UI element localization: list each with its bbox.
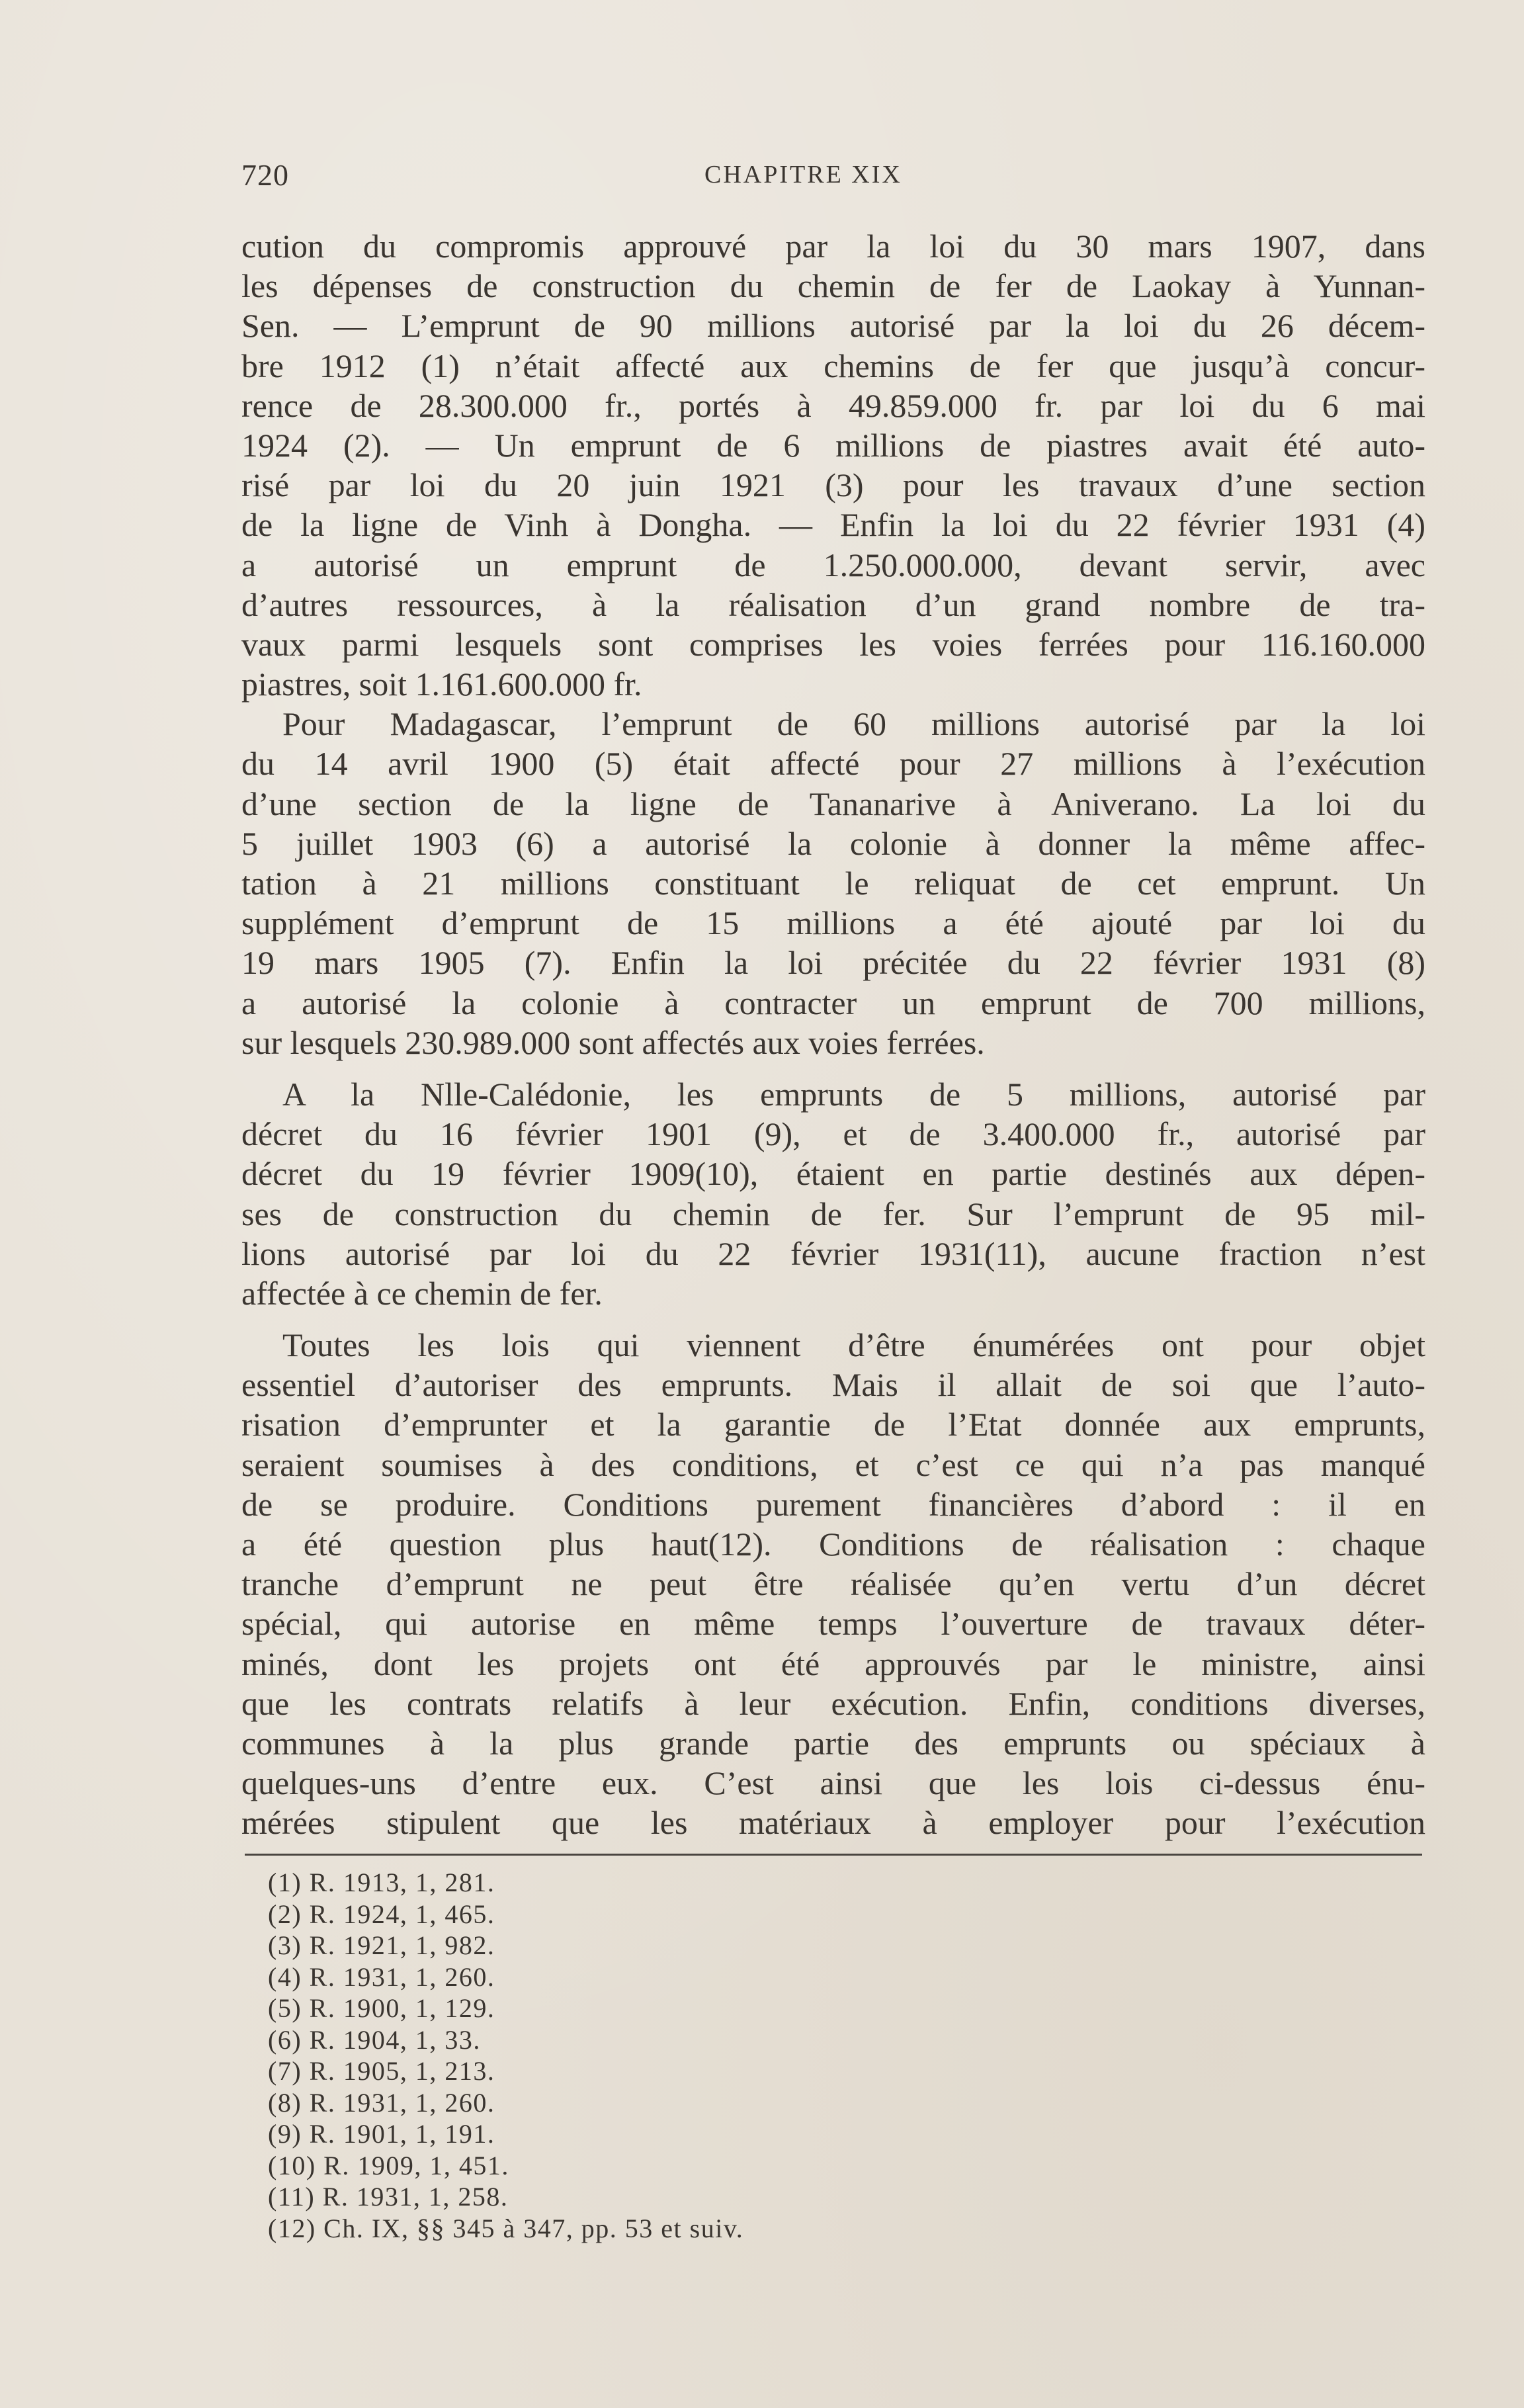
text-line: bre 1912 (1) n’était affecté aux chemins de fer que jusqu’à concur- bbox=[241, 347, 1425, 384]
text-line: vaux parmi lesquels sont comprises les voies ferrées pour 116.160.000 bbox=[241, 625, 1425, 663]
text-line: du 14 avril 1900 (5) était affecté pour 27 millions à l’exécution bbox=[241, 745, 1425, 783]
footnote: (12) Ch. IX, §§ 345 à 347, pp. 53 et suiv. bbox=[268, 2213, 744, 2243]
footnote-divider bbox=[245, 1854, 1422, 1856]
text-line: que les contrats relatifs à leur exécution. Enfin, conditions diverses, bbox=[241, 1684, 1425, 1722]
text-line: de la ligne de Vinh à Dongha. — Enfin la loi du 22 février 1931 (4) bbox=[241, 506, 1425, 544]
text-line: mérées stipulent que les matériaux à employer pour l’exécution bbox=[241, 1804, 1425, 1842]
text-line: spécial, qui autorise en même temps l’ouverture de travaux déter- bbox=[241, 1605, 1425, 1643]
text-line: ses de construction du chemin de fer. Sur l’emprunt de 95 mil- bbox=[241, 1195, 1425, 1232]
text-line: A la Nlle-Calédonie, les emprunts de 5 millions, autorisé par bbox=[282, 1075, 1425, 1113]
text-line: a autorisé un emprunt de 1.250.000.000, devant servir, avec bbox=[241, 546, 1425, 583]
text-line: essentiel d’autoriser des emprunts. Mais il allait de soi que l’auto- bbox=[241, 1366, 1425, 1404]
text-line: lions autorisé par loi du 22 février 1931(11), aucune fraction n’est bbox=[241, 1234, 1425, 1272]
paragraph-1 bbox=[241, 226, 1425, 704]
text-line: a autorisé la colonie à contracter un emprunt de 700 millions, bbox=[241, 984, 1425, 1021]
paragraph-3 bbox=[241, 1074, 1425, 1313]
text-line: Toutes les lois qui viennent d’être énumérées ont pour objet bbox=[282, 1326, 1425, 1364]
paragraph-4 bbox=[241, 1325, 1425, 1842]
text-line: supplément d’emprunt de 15 millions a été ajouté par loi du bbox=[241, 904, 1425, 942]
page-number: 720 bbox=[241, 158, 289, 192]
footnote: (1) R. 1913, 1, 281. bbox=[268, 1868, 495, 1897]
text-line: de se produire. Conditions purement financières d’abord : il en bbox=[241, 1485, 1425, 1523]
text-line: 1924 (2). — Un emprunt de 6 millions de piastres avait été auto- bbox=[241, 426, 1425, 464]
text-line: 19 mars 1905 (7). Enfin la loi précitée du 22 février 1931 (8) bbox=[241, 944, 1425, 982]
footnote: (10) R. 1909, 1, 451. bbox=[268, 2150, 509, 2180]
paragraph-spacer bbox=[241, 1062, 1425, 1074]
footnote: (4) R. 1931, 1, 260. bbox=[268, 1961, 495, 1992]
running-head: CHAPITRE XIX bbox=[704, 161, 902, 189]
footnote: (8) R. 1931, 1, 260. bbox=[268, 2087, 495, 2118]
text-line: a été question plus haut(12). Conditions de réalisation : chaque bbox=[241, 1526, 1425, 1563]
text-line: minés, dont les projets ont été approuvés par le ministre, ainsi bbox=[241, 1645, 1425, 1682]
paragraph-2 bbox=[241, 704, 1425, 1062]
text-line: sur lesquels 230.989.000 sont affectés aux voies ferrées. bbox=[241, 1023, 985, 1061]
footnote: (7) R. 1905, 1, 213. bbox=[268, 2056, 495, 2086]
footnotes bbox=[268, 1867, 1062, 2244]
text-line: décret du 19 février 1909(10), étaient en partie destinés aux dépen- bbox=[241, 1155, 1425, 1193]
text-line: 5 juillet 1903 (6) a autorisé la colonie à donner la même affec- bbox=[241, 824, 1425, 862]
footnote: (2) R. 1924, 1, 465. bbox=[268, 1899, 495, 1929]
text-line: risation d’emprunter et la garantie de l’Etat donnée aux emprunts, bbox=[241, 1406, 1425, 1443]
text-line: les dépenses de construction du chemin de fer de Laokay à Yunnan- bbox=[241, 267, 1425, 305]
page-header bbox=[241, 157, 1425, 197]
text-line: d’une section de la ligne de Tananarive à Aniverano. La loi du bbox=[241, 785, 1425, 822]
footnote: (11) R. 1931, 1, 258. bbox=[268, 2182, 509, 2212]
text-line: communes à la plus grande partie des emprunts ou spéciaux à bbox=[241, 1724, 1425, 1762]
text-line: cution du compromis approuvé par la loi du 30 mars 1907, dans bbox=[241, 228, 1425, 265]
footnote: (5) R. 1900, 1, 129. bbox=[268, 1993, 495, 2023]
footnote: (3) R. 1921, 1, 982. bbox=[268, 1930, 495, 1960]
text-line: risé par loi du 20 juin 1921 (3) pour les travaux d’une section bbox=[241, 466, 1425, 504]
text-line: tranche d’emprunt ne peut être réalisée qu’en vertu d’un décret bbox=[241, 1565, 1425, 1603]
text-line: d’autres ressources, à la réalisation d’un grand nombre de tra- bbox=[241, 585, 1425, 623]
text-line: quelques-uns d’entre eux. C’est ainsi que les lois ci-dessus énu- bbox=[241, 1764, 1425, 1802]
text-line: affectée à ce chemin de fer. bbox=[241, 1274, 603, 1312]
footnote: (9) R. 1901, 1, 191. bbox=[268, 2119, 495, 2149]
text-line: tation à 21 millions constituant le reliquat de cet emprunt. Un bbox=[241, 865, 1425, 902]
body-text bbox=[241, 226, 1425, 1843]
text-line: piastres, soit 1.161.600.000 fr. bbox=[241, 666, 642, 703]
text-line: Pour Madagascar, l’emprunt de 60 millions autorisé par la loi bbox=[282, 705, 1425, 743]
text-line: Sen. — L’emprunt de 90 millions autorisé par la loi du 26 décem- bbox=[241, 307, 1425, 345]
footnote: (6) R. 1904, 1, 33. bbox=[268, 2024, 481, 2055]
text-line: rence de 28.300.000 fr., portés à 49.859.000 fr. par loi du 6 mai bbox=[241, 386, 1425, 424]
text-line: décret du 16 février 1901 (9), et de 3.400.000 fr., autorisé par bbox=[241, 1115, 1425, 1153]
paragraph-spacer bbox=[241, 1313, 1425, 1325]
text-line: seraient soumises à des conditions, et c’est ce qui n’a pas manqué bbox=[241, 1445, 1425, 1483]
